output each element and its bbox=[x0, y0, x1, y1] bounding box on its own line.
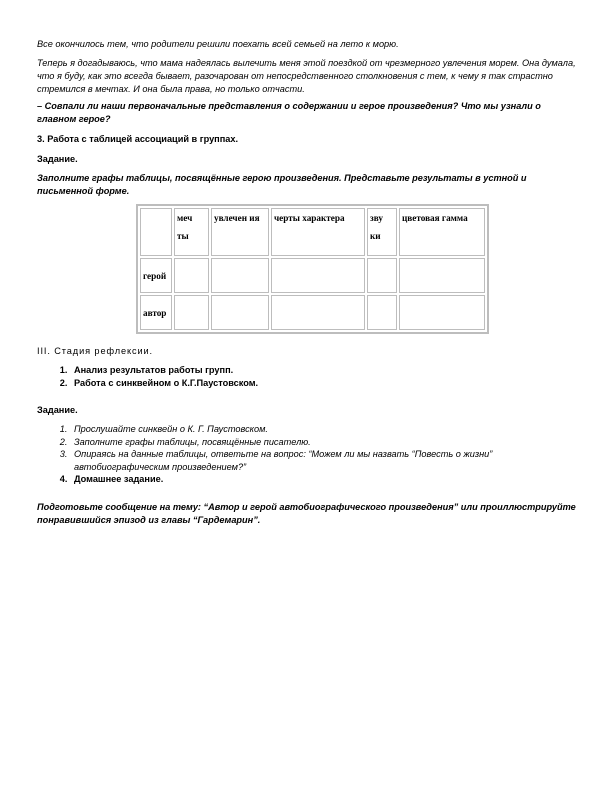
intro-question: – Совпали ли наши первоначальные представления о содержании и герое произведения? Что мы узнали о главном герое? bbox=[37, 101, 541, 124]
table-cell[interactable] bbox=[211, 258, 269, 293]
list-item: 3. Опираясь на данные таблицы, ответьте на вопрос: “Можем ли мы назвать “Повесть о жизни” автобиографическим произведением?” bbox=[70, 448, 550, 473]
intro-line-1: Все окончилось тем, что родители решили поехать всей семьей на лето к морю. bbox=[37, 39, 399, 49]
list-item: 4. Домашнее задание. bbox=[70, 473, 550, 486]
table-row-label: герой bbox=[140, 258, 172, 293]
stage-3-task-label: Задание. bbox=[37, 405, 78, 415]
list-item: 1. Прослушайте синквейн о К. Г. Паустовском. bbox=[70, 423, 550, 436]
table-header-cell bbox=[140, 208, 172, 256]
association-table bbox=[136, 204, 489, 334]
table-header-cell: черты характера bbox=[271, 208, 365, 256]
task-list bbox=[37, 423, 550, 486]
table-header-row bbox=[140, 208, 485, 256]
section-3-task-text: Заполните графы таблицы, посвящённые герою произведения. Представьте результаты в устной и письменной форме. bbox=[37, 173, 527, 196]
stage-3-list bbox=[37, 364, 550, 389]
list-item: 1. Анализ результатов работы групп. bbox=[70, 364, 550, 377]
table-header-cell: увлечен ия bbox=[211, 208, 269, 256]
table-cell[interactable] bbox=[174, 258, 209, 293]
table-cell[interactable] bbox=[367, 258, 397, 293]
table-cell[interactable] bbox=[271, 295, 365, 330]
table-cell[interactable] bbox=[367, 295, 397, 330]
table-header-cell: меч ты bbox=[174, 208, 209, 256]
table-row-label: автор bbox=[140, 295, 172, 330]
list-item: 2. Работа с синквейном о К.Г.Паустовском. bbox=[70, 377, 550, 390]
table-header-cell: цветовая гамма bbox=[399, 208, 485, 256]
table-cell[interactable] bbox=[399, 258, 485, 293]
section-3-heading: 3. Работа с таблицей ассоциаций в группах. bbox=[37, 134, 239, 144]
intro-line-2: Теперь я догадываюсь, что мама надеялась вылечить меня этой поездкой от чрезмерного увлечения морем. Она думала, что я буду, как это всегда бывает, разочарован от непосредственного столкновения с тем, к чему я так страстно стремился в мечтах. И она была права, но только отчасти. bbox=[37, 58, 576, 94]
table-cell[interactable] bbox=[174, 295, 209, 330]
list-item: 2. Заполните графы таблицы, посвящённые писателю. bbox=[70, 436, 550, 449]
section-3-task-label: Задание. bbox=[37, 154, 78, 164]
stage-3-title: III. Стадия рефлексии. bbox=[37, 346, 154, 356]
table-row bbox=[140, 295, 485, 330]
table-cell[interactable] bbox=[271, 258, 365, 293]
table-row bbox=[140, 258, 485, 293]
table-cell[interactable] bbox=[211, 295, 269, 330]
table-cell[interactable] bbox=[399, 295, 485, 330]
homework-text: Подготовьте сообщение на тему: “Автор и герой автобиографического произведения” или проиллюстрируйте понравившийся эпизод из главы “Гардемарин”. bbox=[37, 502, 576, 525]
table-header-cell: зву ки bbox=[367, 208, 397, 256]
